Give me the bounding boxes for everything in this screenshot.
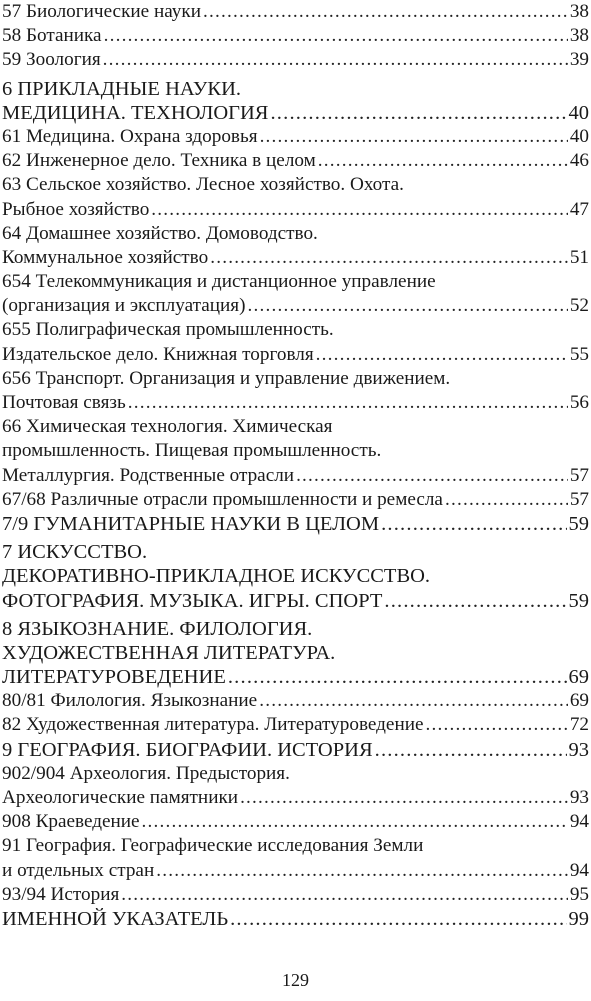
toc-entry-title: ИМЕННОЙ УКАЗАТЕЛЬ xyxy=(2,907,229,930)
toc-entry xyxy=(2,859,589,883)
toc-entry-text: 654 Телекоммуникация и дистанционное управление xyxy=(2,271,436,293)
toc-page-number: 59 xyxy=(568,589,589,612)
toc-entry-title: Коммунальное хозяйство xyxy=(2,246,209,268)
toc-entry-title: 93/94 История xyxy=(2,883,120,905)
toc-entry xyxy=(2,810,589,834)
toc-entry-title: МЕДИЦИНА. ТЕХНОЛОГИЯ xyxy=(2,101,269,124)
toc-entry-text: 63 Сельское хозяйство. Лесное хозяйство. Охота. xyxy=(2,174,404,196)
toc-entry-title: 58 Ботаника xyxy=(2,25,102,47)
dot-leader xyxy=(156,859,568,883)
toc-entry xyxy=(2,464,589,488)
dot-leader xyxy=(445,488,568,512)
toc-entry xyxy=(2,198,589,222)
toc-entry xyxy=(2,48,589,72)
toc-entry-title: 61 Медицина. Охрана здоровья xyxy=(2,125,258,147)
toc-entry xyxy=(2,512,589,536)
toc-entry xyxy=(2,149,589,173)
toc-entry xyxy=(2,786,589,810)
toc-page-number: 47 xyxy=(569,198,589,220)
toc-entry xyxy=(2,246,589,270)
toc-entry-title: 62 Инженерное дело. Техника в целом xyxy=(2,150,316,172)
toc-entry-title: 80/81 Филология. Языкознание xyxy=(2,690,258,712)
toc-entry xyxy=(2,0,589,24)
toc-entry xyxy=(2,343,589,367)
page-number: 129 xyxy=(282,970,309,990)
toc-page-number: 69 xyxy=(568,666,589,689)
toc-section-heading: 7 ИСКУССТВО. xyxy=(2,541,148,564)
toc-entry-title: 57 Биологические науки xyxy=(2,1,201,22)
toc-section-heading: ДЕКОРАТИВНО-ПРИКЛАДНОЕ ИСКУССТВО. xyxy=(2,565,431,588)
toc-entry-title: Металлургия. Родственные отрасли xyxy=(2,464,295,486)
toc-entry-title: Почтовая связь xyxy=(2,392,126,413)
toc-entry-title: 7/9 ГУМАНИТАРНЫЕ НАУКИ В ЦЕЛОМ xyxy=(2,512,380,535)
dot-leader xyxy=(210,246,568,270)
dot-leader xyxy=(296,464,568,488)
dot-leader xyxy=(230,907,566,931)
dot-leader xyxy=(270,101,566,125)
dot-leader xyxy=(203,0,568,24)
dot-leader xyxy=(384,589,566,613)
toc-page-number: 51 xyxy=(569,246,589,268)
dot-leader xyxy=(128,391,568,415)
toc-page-number: 94 xyxy=(569,859,589,881)
table-of-contents xyxy=(2,0,591,931)
toc-entry xyxy=(2,738,589,762)
toc-entry xyxy=(2,883,589,907)
toc-page-number: 69 xyxy=(569,690,589,712)
toc-section-heading: ХУДОЖЕСТВЕННАЯ ЛИТЕРАТУРА. xyxy=(2,641,336,664)
toc-page-number: 59 xyxy=(568,512,589,535)
toc-entry-title: Издательское дело. Книжная торговля xyxy=(2,343,314,365)
toc-page-number: 72 xyxy=(569,714,589,736)
toc-section-heading: 8 ЯЗЫКОЗНАНИЕ. ФИЛОЛОГИЯ. xyxy=(2,617,313,640)
toc-page-number: 57 xyxy=(569,464,589,486)
toc-entry-title: Рыбное хозяйство xyxy=(2,198,150,220)
toc-entry-text: 656 Транспорт. Организация и управление движением. xyxy=(2,367,451,389)
toc-entry-text: промышленность. Пищевая промышленность. xyxy=(2,440,382,462)
toc-entry-title: 82 Художественная литература. Литературоведение xyxy=(2,714,424,736)
toc-entry-text: 902/904 Археология. Предыстория. xyxy=(2,762,290,784)
dot-leader xyxy=(228,665,567,689)
toc-page-number: 52 xyxy=(569,295,589,317)
toc-page-number: 40 xyxy=(568,101,589,124)
toc-page-number: 57 xyxy=(569,488,589,510)
toc-entry xyxy=(2,101,589,125)
toc-entry xyxy=(2,125,589,149)
toc-entry-text: 64 Домашнее хозяйство. Домоводство. xyxy=(2,222,318,244)
dot-leader xyxy=(375,738,567,762)
toc-page-number: 39 xyxy=(569,49,589,71)
dot-leader xyxy=(426,713,568,737)
dot-leader xyxy=(151,198,568,222)
toc-page-number: 94 xyxy=(569,811,589,833)
toc-entry xyxy=(2,665,589,689)
toc-entry-title: Археологические памятники xyxy=(2,787,239,808)
dot-leader xyxy=(316,343,568,367)
toc-page-number: 55 xyxy=(569,343,589,365)
toc-entry-title: ЛИТЕРАТУРОВЕДЕНИЕ xyxy=(2,666,226,689)
toc-section-heading: 6 ПРИКЛАДНЫЕ НАУКИ. xyxy=(2,77,242,100)
toc-page-number: 40 xyxy=(569,125,589,147)
toc-page-number: 56 xyxy=(569,392,589,413)
toc-entry-title: 67/68 Различные отрасли промышленности и ремесла xyxy=(2,488,443,510)
toc-entry-title: 9 ГЕОГРАФИЯ. БИОГРАФИИ. ИСТОРИЯ xyxy=(2,738,373,761)
toc-entry-title: 59 Зоология xyxy=(2,49,101,71)
toc-entry-text: 91 География. Географические исследования Земли xyxy=(2,835,424,857)
toc-page-number: 93 xyxy=(568,738,589,761)
toc-entry xyxy=(2,391,589,415)
toc-entry xyxy=(2,689,589,713)
dot-leader xyxy=(103,48,568,72)
toc-entry xyxy=(2,713,589,737)
toc-entry-text: 66 Химическая технология. Химическая xyxy=(2,416,333,438)
toc-entry xyxy=(2,907,589,931)
toc-entry xyxy=(2,589,589,613)
toc-page-number: 99 xyxy=(568,907,589,930)
toc-entry xyxy=(2,488,589,512)
toc-page-number: 38 xyxy=(569,1,589,22)
toc-page-number: 38 xyxy=(569,25,589,47)
toc-entry-title: и отдельных стран xyxy=(2,859,155,881)
toc-page-number: 93 xyxy=(569,787,589,808)
dot-leader xyxy=(142,810,568,834)
dot-leader xyxy=(121,883,568,907)
toc-entry-text: 655 Полиграфическая промышленность. xyxy=(2,319,334,341)
toc-entry-title: ФОТОГРАФИЯ. МУЗЫКА. ИГРЫ. СПОРТ xyxy=(2,589,383,612)
dot-leader xyxy=(240,786,568,810)
toc-entry xyxy=(2,24,589,48)
dot-leader xyxy=(318,149,568,173)
toc-page-number: 95 xyxy=(569,883,589,905)
dot-leader xyxy=(260,125,568,149)
dot-leader xyxy=(104,24,568,48)
dot-leader xyxy=(381,512,566,536)
toc-page-number: 46 xyxy=(569,150,589,172)
dot-leader xyxy=(248,294,568,318)
toc-entry-title: (организация и эксплуатация) xyxy=(2,295,246,317)
toc-entry xyxy=(2,294,589,318)
dot-leader xyxy=(259,689,568,713)
toc-entry-title: 908 Краеведение xyxy=(2,811,140,833)
